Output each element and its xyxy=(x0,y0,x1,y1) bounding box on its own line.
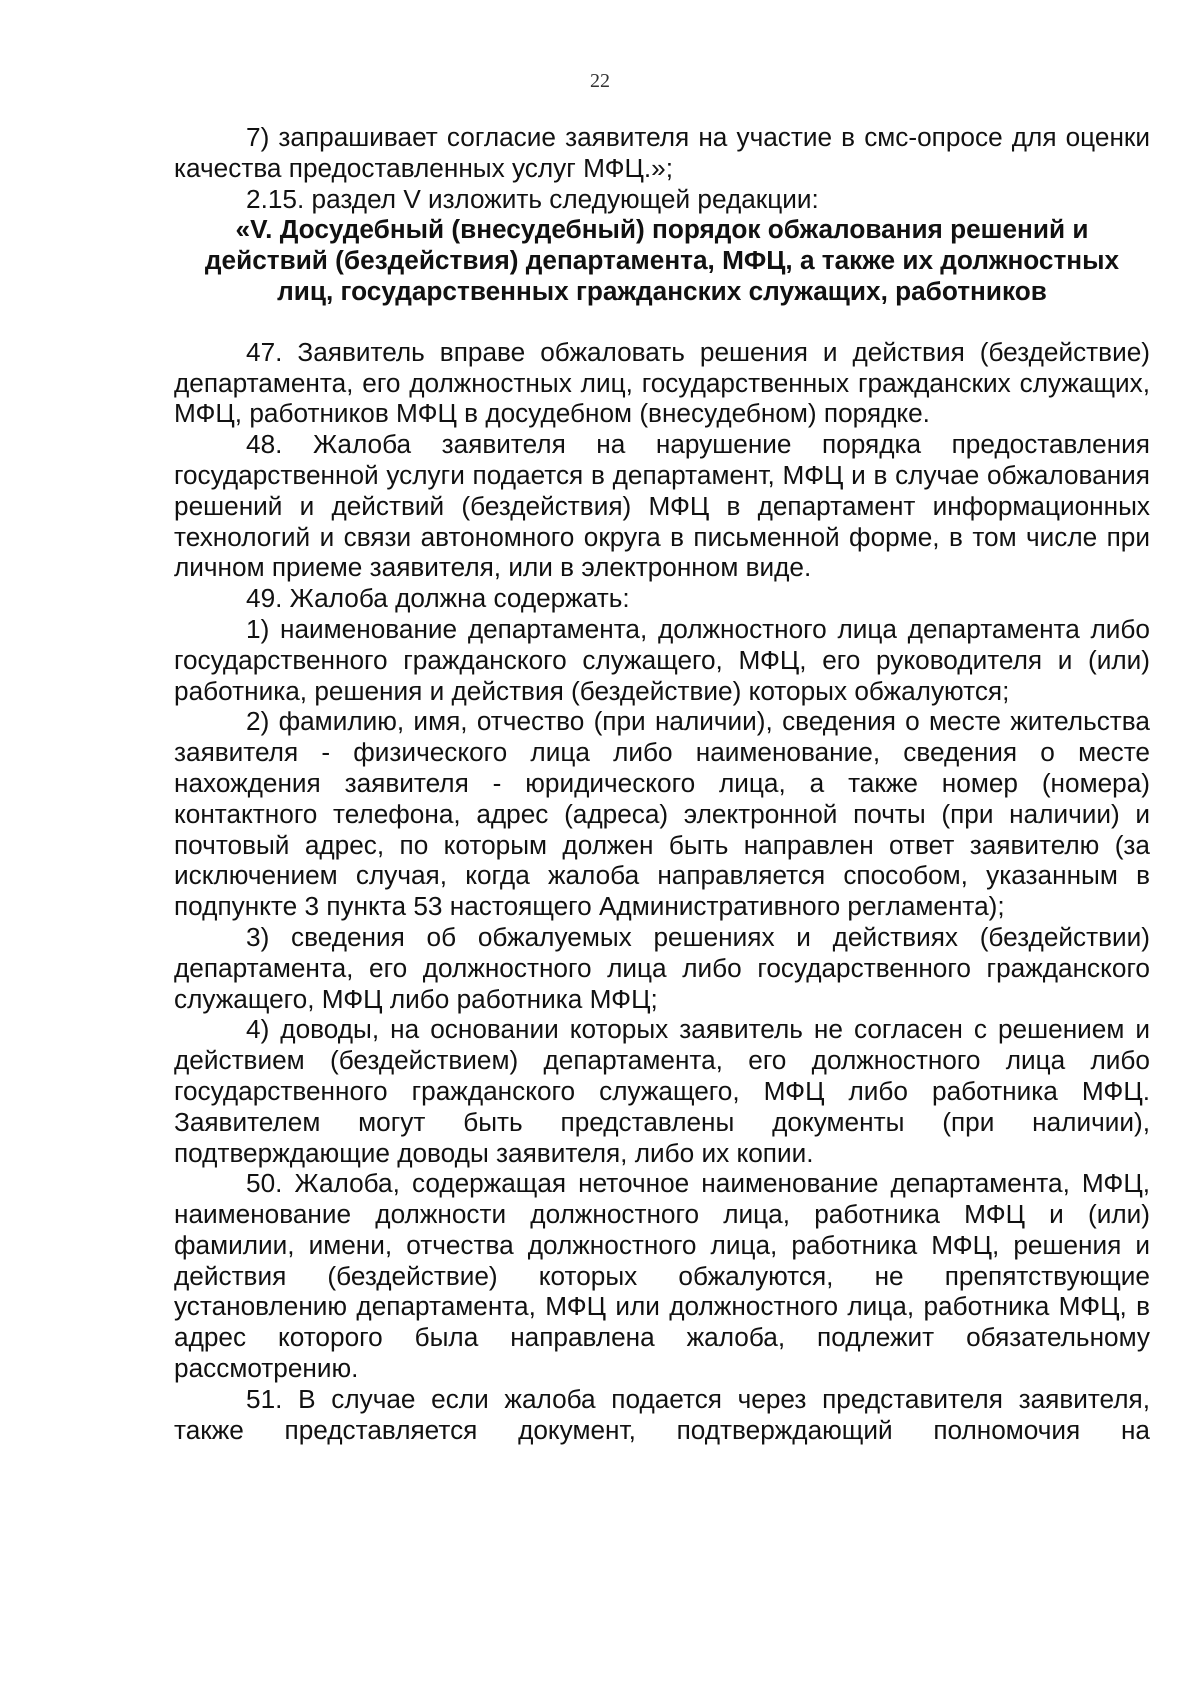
paragraph-49-item-1: 1) наименование департамента, должностного лица департамента либо государственного гражданского служащего, МФЦ, его руководителя и (или) работника, решения и действия (бездействие) которых обжалуются; xyxy=(174,613,1150,706)
page-number: 22 xyxy=(590,70,610,92)
document-body xyxy=(174,122,1150,1445)
paragraph-49-item-3: 3) сведения об обжалуемых решениях и действиях (бездействии) департамента, его должностного лица либо государственного гражданского служащего, МФЦ либо работника МФЦ; xyxy=(174,921,1150,1014)
paragraph-47: 47. Заявитель вправе обжаловать решения и действия (бездействие) департамента, его должностных лиц, государственных гражданских служащих, МФЦ, работников МФЦ в досудебном (внесудебном) порядке. xyxy=(174,336,1150,429)
paragraph-49-item-2: 2) фамилию, имя, отчество (при наличии), сведения о месте жительства заявителя - физического лица либо наименование, сведения о месте нахождения заявителя - юридического лица, а также номер (номера) контактного телефона, адрес (адреса) электронной почты (при наличии) и почтовый адрес, по которым должен быть направлен ответ заявителю (за исключением случая, когда жалоба направляется способом, указанным в подпункте 3 пункта 53 настоящего Административного регламента); xyxy=(174,706,1150,922)
paragraph-2-15: 2.15. раздел V изложить следующей редакции: xyxy=(246,183,819,214)
section-heading: «V. Досудебный (внесудебный) порядок обжалования решений и действий (бездействия) департамента, МФЦ, а также их должностных лиц, государственных гражданских служащих, работников xyxy=(204,214,1120,306)
paragraph-7-consent: 7) запрашивает согласие заявителя на участие в смс-опросе для оценки качества предоставленных услуг МФЦ.»; xyxy=(174,122,1150,183)
paragraph-49-item-4: 4) доводы, на основании которых заявитель не согласен с решением и действием (бездействием) департамента, его должностного лица либо государственного гражданского служащего, МФЦ либо работника МФЦ. Заявителем могут быть представлены документы (при наличии), подтверждающие доводы заявителя, либо их копии. xyxy=(174,1014,1150,1168)
paragraph-48: 48. Жалоба заявителя на нарушение порядка предоставления государственной услуги подается в департамент, МФЦ и в случае обжалования решений и действий (бездействия) МФЦ в департамент информационных технологий и связи автономного округа в письменной форме, в том числе при личном приеме заявителя, или в электронном виде. xyxy=(174,429,1150,583)
paragraph-49: 49. Жалоба должна содержать: xyxy=(246,583,630,614)
heading-spacer xyxy=(174,307,1150,337)
paragraph-50: 50. Жалоба, содержащая неточное наименование департамента, МФЦ, наименование должности должностного лица, работника МФЦ и (или) фамилии, имени, отчества должностного лица, работника МФЦ, решения и действия (бездействие) которых обжалуются, не препятствующие установлению департамента, МФЦ или должностного лица, работника МФЦ, в адрес которого была направлена жалоба, подлежит обязательному рассмотрению. xyxy=(174,1168,1150,1384)
paragraph-51: 51. В случае если жалоба подается через представителя заявителя, также представляется документ, подтверждающий полномочия на xyxy=(174,1383,1150,1445)
